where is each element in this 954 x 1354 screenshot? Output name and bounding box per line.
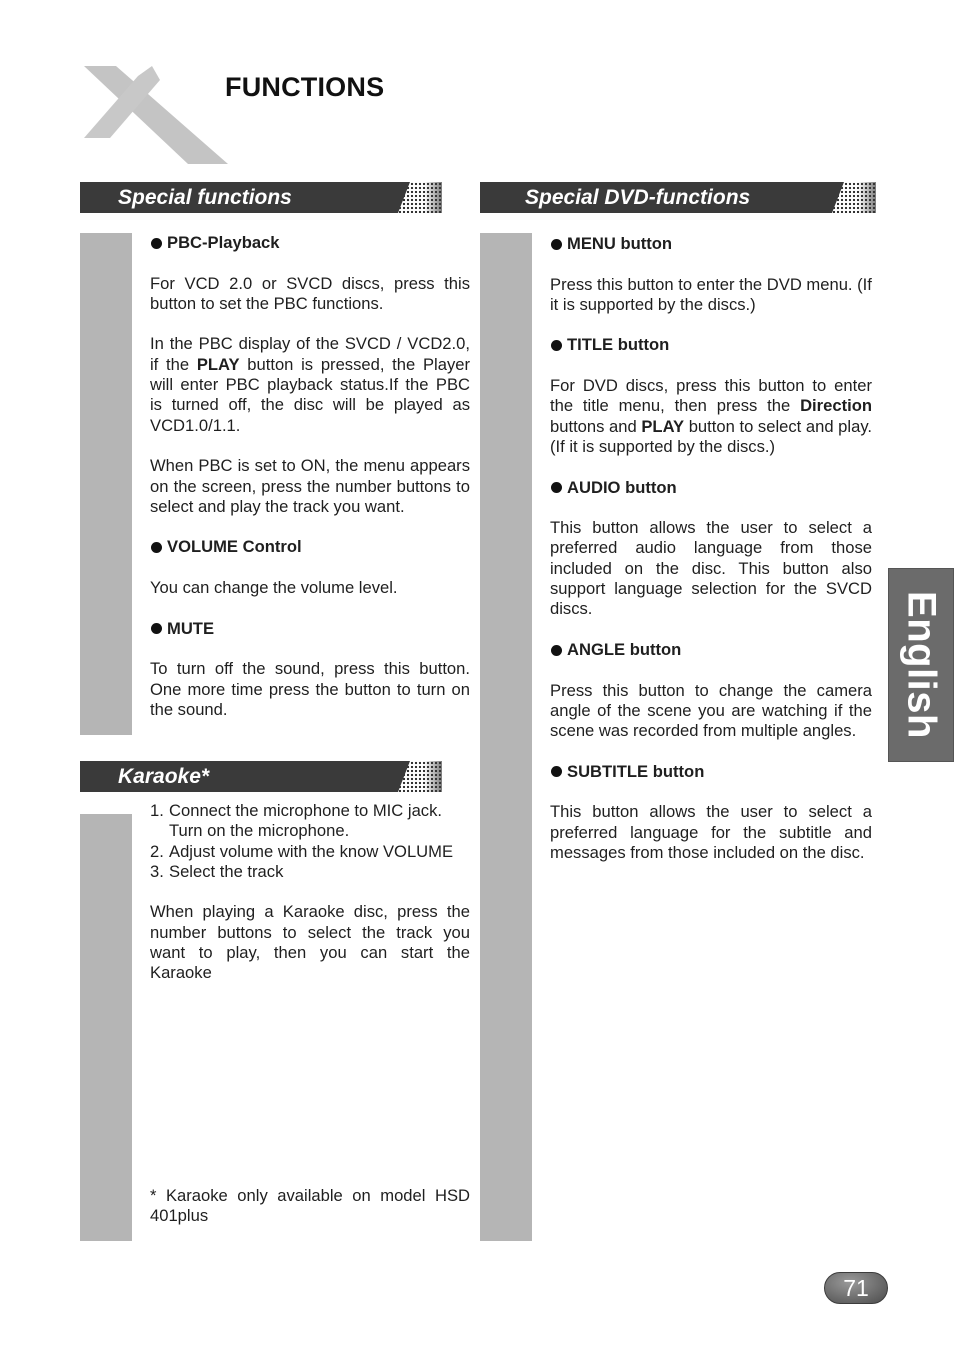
bullet-dot-icon xyxy=(151,238,162,249)
menu-button-heading: MENU button xyxy=(550,234,872,254)
bullet-dot-icon xyxy=(151,623,162,634)
karaoke-steps-list xyxy=(150,801,470,882)
side-gray-bar xyxy=(80,814,132,1241)
hatch-decoration xyxy=(398,182,442,213)
angle-button-heading: ANGLE button xyxy=(550,640,872,660)
hatch-decoration xyxy=(398,761,442,792)
special-functions-column xyxy=(150,233,470,720)
karaoke-footnote: * Karaoke only available on model HSD 401plus xyxy=(150,1186,470,1226)
page-title: FUNCTIONS xyxy=(225,72,385,102)
bullet-dot-icon xyxy=(551,766,562,777)
title-button-heading: TITLE button xyxy=(550,335,872,355)
section-heading: Special functions xyxy=(118,186,292,209)
section-heading: Special DVD-functions xyxy=(525,186,751,209)
subtitle-button-heading: SUBTITLE button xyxy=(550,762,872,782)
list-item: 3. Select the track xyxy=(150,861,284,881)
special-dvd-functions-column xyxy=(550,234,872,863)
side-gray-bar xyxy=(480,233,532,1241)
bullet-dot-icon xyxy=(551,645,562,656)
menu-paragraph: Press this button to enter the DVD menu. (If it is supported by the discs.) xyxy=(550,274,872,314)
list-item: 2. Adjust volume with the know VOLUME xyxy=(150,841,454,861)
section-heading: Karaoke* xyxy=(118,765,210,788)
karaoke-paragraph: When playing a Karaoke disc, press the number buttons to select the track you want to play, then you can start the Karaoke xyxy=(150,902,470,983)
x-logo-icon xyxy=(78,62,228,164)
bullet-dot-icon xyxy=(151,542,162,553)
angle-paragraph: Press this button to change the camera angle of the scene you are watching if the scene was recorded from multiple angles. xyxy=(550,680,872,741)
language-side-tab xyxy=(888,568,954,762)
pbc-paragraph-2: In the PBC display of the SVCD / VCD2.0, if the PLAY button is pressed, the Player will enter PBC playback status.If the PBC is turned off, the disc will be played as VCD1.0/1.1. xyxy=(150,334,470,435)
mute-paragraph: To turn off the sound, press this button. One more time press the button to turn on the sound. xyxy=(150,659,470,719)
pbc-paragraph-1: For VCD 2.0 or SVCD discs, press this button to set the PBC functions. xyxy=(150,273,470,313)
bullet-dot-icon xyxy=(551,482,562,493)
pbc-playback-heading: PBC-Playback xyxy=(150,233,470,253)
volume-paragraph: You can change the volume level. xyxy=(150,578,398,598)
mute-heading: MUTE xyxy=(150,619,470,639)
section-header-special-dvd-functions xyxy=(480,182,876,213)
bullet-dot-icon xyxy=(551,239,562,250)
title-paragraph: For DVD discs, press this button to enter the title menu, then press the Direction buttons and PLAY button to select and play. (If it is supported by the discs.) xyxy=(550,376,872,456)
audio-paragraph: This button allows the user to select a preferred audio language from those included on the disc. This button also support language selection for the SVCD discs. xyxy=(550,518,872,619)
audio-button-heading: AUDIO button xyxy=(550,478,872,498)
side-gray-bar xyxy=(80,233,132,735)
section-header-special-functions xyxy=(80,182,442,213)
volume-control-heading: VOLUME Control xyxy=(150,537,470,557)
bullet-dot-icon xyxy=(551,340,562,351)
list-item: 1. Connect the microphone to MIC jack. Turn on the microphone. xyxy=(150,801,443,841)
section-header-karaoke xyxy=(80,761,442,792)
page-number-badge: 71 xyxy=(824,1272,888,1304)
subtitle-paragraph: This button allows the user to select a preferred language for the subtitle and messages from those included on the disc. xyxy=(550,802,872,862)
pbc-paragraph-3: When PBC is set to ON, the menu appears on the screen, press the number buttons to select and play the track you want. xyxy=(150,456,470,516)
hatch-decoration xyxy=(832,182,876,213)
language-label: English xyxy=(899,591,944,739)
karaoke-footnote-block xyxy=(150,1186,470,1227)
karaoke-column xyxy=(150,801,470,984)
